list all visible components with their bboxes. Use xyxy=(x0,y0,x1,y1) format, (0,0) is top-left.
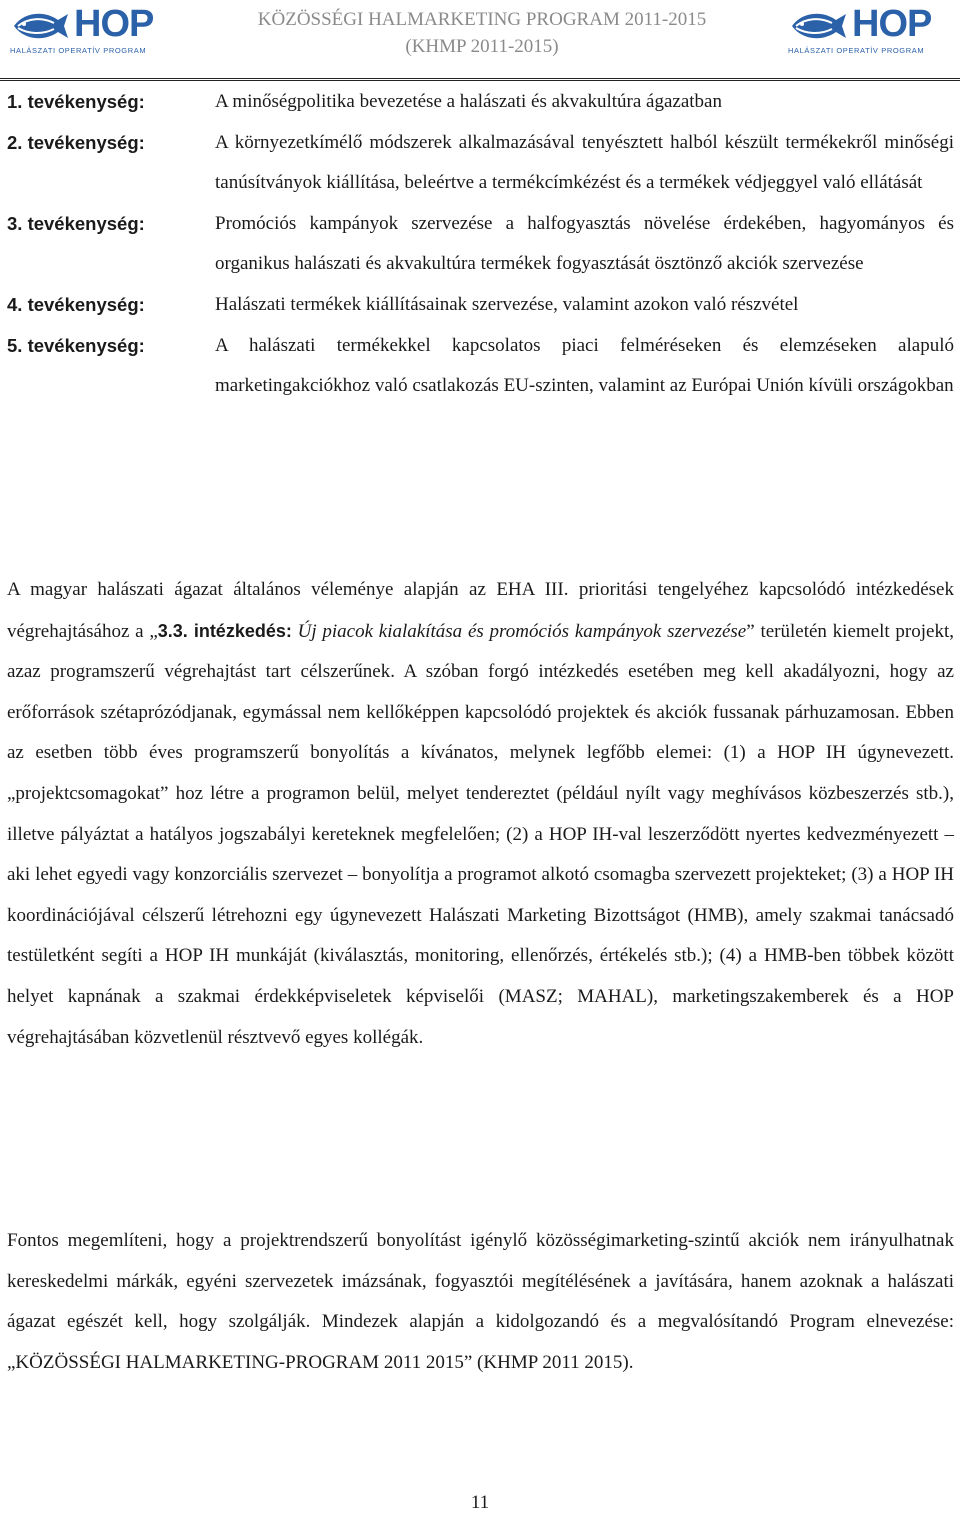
header-title-line1: KÖZÖSSÉGI HALMARKETING PROGRAM 2011-2015 xyxy=(257,9,707,30)
activity-label: 1. tevékenység: xyxy=(7,91,145,112)
activity-item xyxy=(7,123,954,204)
fish-logo-icon xyxy=(788,8,850,44)
activity-label: 2. tevékenység: xyxy=(7,131,145,153)
logo-subtitle: HALÁSZATI OPERATÍV PROGRAM xyxy=(788,46,925,55)
fish-logo-icon xyxy=(10,8,72,44)
logo-subtitle: HALÁSZATI OPERATÍV PROGRAM xyxy=(10,46,147,55)
page-number: 11 xyxy=(470,1492,490,1513)
activity-text: A környezetkímélő módszerek alkalmazásával tenyésztett halból készült termékekről minőségi tanúsítványok kiállítása, beleértve a termékcímkézést és a termékek védjeggyel való ellátását xyxy=(215,131,954,194)
activity-text: A halászati termékekkel kapcsolatos piaci felméréseken és elemzéseken alapuló marketingakciókhoz való csatlakozás EU-szinten, valamint az Európai Unión kívüli országokban xyxy=(215,334,954,397)
activity-label: 3. tevékenység: xyxy=(7,212,145,234)
activity-item xyxy=(7,285,954,326)
activity-item xyxy=(7,326,954,407)
activity-list xyxy=(7,82,954,407)
page-header xyxy=(0,0,960,85)
paragraph-text: A magyar halászati ágazat általános véleménye alapján az EHA III. prioritási tengelyéhez kapcsolódó intézkedések végrehajtásához a „ xyxy=(7,579,954,642)
body-paragraph-2: Fontos megemlíteni, hogy a projektrendszerű bonyolítást igénylő közösségimarketing-szintű akciók nem irányulhatnak kereskedelmi márkák, egyéni szervezetek imázsának, fogyasztói megítélésének a javítására, hanem azoknak a halászati ágazat egészét kell, hogy szolgálják. Mindezek alapján a kidolgozandó és a megvalósítandó Program elnevezése: „KÖZÖSSÉGI HALMARKETING-PROGRAM 2011 2015” (KHMP 2011 2015). xyxy=(7,1230,954,1373)
measure-title: Új piacok kialakítása és promóciós kampányok szervezése xyxy=(291,620,747,642)
hop-logo-right xyxy=(788,3,958,56)
activity-text: A minőségpolitika bevezetése a halászati és akvakultúra ágazatban xyxy=(215,91,722,112)
activity-text: Promóciós kampányok szervezése a halfogyasztás növelése érdekében, hagyományos és organikus halászati és akvakultúra termékek fogyasztását ösztönző akciók szervezése xyxy=(215,212,954,275)
activity-text: Halászati termékek kiállításainak szervezése, valamint azokon való részvétel xyxy=(215,293,799,315)
logo-brand: HOP xyxy=(852,3,932,45)
body-paragraph-1 xyxy=(7,570,954,1058)
hop-logo-left xyxy=(10,3,180,56)
logo-brand: HOP xyxy=(74,3,154,45)
activity-item xyxy=(7,82,954,123)
paragraph-text: ” területén kiemelt projekt, azaz programszerű végrehajtást tart célszerűnek. A szóban forgó intézkedés esetében meg kell akadályozni, hogy az erőforrások szétaprózódjanak, egymással nem kellőképpen kapcsolódó projektek és akciók fussanak párhuzamosan. Ebben az esetben több éves programszerű bonyolítás a kívánatos, melynek legfőbb elemei: (1) a HOP IH úgynevezett. „projektcsomagokat” hoz létre a programon belül, melyet tendereztet (például nyílt vagy meghívásos közbeszerzés stb.), illetve pályáztat a hatályos jogszabályi kereteknek megfelelően; (2) a HOP IH-val leszerződött nyertes kedvezményezett – aki lehet egyedi vagy konzorciális szervezet – bonyolítja a programot alkotó csomagba szervezett projekteket; (3) a HOP IH koordinációjával célszerű létrehozni egy úgynevezett Halászati Marketing Bizottságot (HMB), amely szakmai tanácsadó testületként segíti a HOP IH munkáját (kiválasztás, monitoring, ellenőrzés, értékelés stb.); (4) a HMB-ben többek között helyet kapnának a szakmai érdekképviseletek képviselői (MASZ; MAHAL), marketingszakemberek és a HOP végrehajtásában közvetlenül résztvevő egyes kollégák. xyxy=(7,620,954,1048)
header-title xyxy=(192,6,772,60)
activity-item xyxy=(7,204,954,285)
header-title-line2: (KHMP 2011-2015) xyxy=(405,36,559,57)
activity-label: 4. tevékenység: xyxy=(7,293,145,315)
measure-label: 3.3. intézkedés: xyxy=(157,620,292,641)
header-divider xyxy=(0,78,960,81)
activity-label: 5. tevékenység: xyxy=(7,334,145,356)
